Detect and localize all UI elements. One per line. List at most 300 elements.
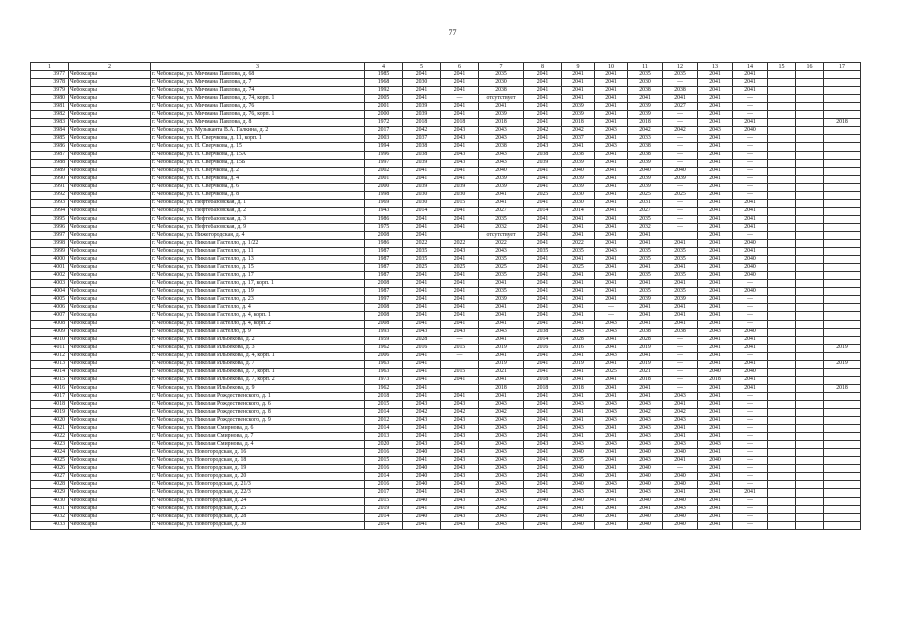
table-cell: 2040: [628, 481, 663, 489]
table-cell: 3978: [31, 79, 69, 87]
table-cell: 4020: [31, 417, 69, 425]
table-row: [31, 175, 861, 183]
table-cell: [824, 71, 861, 79]
table-cell: 2042: [441, 409, 479, 417]
table-cell: [824, 441, 861, 449]
table-cell: [768, 481, 796, 489]
table-cell: [441, 231, 479, 239]
table-cell: 2022: [479, 240, 524, 248]
table-cell: г. Чебоксары, ул. Нефтебазовская, д. 2: [151, 207, 365, 215]
column-header: 4: [365, 63, 403, 71]
table-cell: 2041: [698, 497, 733, 505]
table-cell: 2008: [365, 280, 403, 288]
table-cell: 2043: [441, 248, 479, 256]
table-cell: 2041: [479, 376, 524, 384]
table-cell: —: [663, 151, 698, 159]
table-cell: [796, 256, 824, 264]
table-cell: г. Чебоксары, ул. Нефтебазовская, д. 1: [151, 199, 365, 207]
table-cell: [768, 417, 796, 425]
table-cell: [824, 111, 861, 119]
table-cell: 2027: [628, 207, 663, 215]
table-cell: 2041: [524, 489, 562, 497]
table-cell: 3996: [31, 223, 69, 231]
table-cell: 2041: [698, 103, 733, 111]
table-cell: 2040: [562, 497, 595, 505]
table-cell: 2040: [403, 449, 441, 457]
table-cell: [768, 183, 796, 191]
table-cell: 2041: [562, 79, 595, 87]
table-cell: г. Чебоксары, ул. Музыканта В.А. Галкина, д. 2: [151, 127, 365, 135]
table-cell: 2040: [733, 240, 768, 248]
table-cell: [768, 497, 796, 505]
table-cell: 2041: [628, 280, 663, 288]
table-cell: [768, 256, 796, 264]
table-cell: [768, 95, 796, 103]
table-cell: 2041: [562, 505, 595, 513]
table-cell: 2041: [524, 425, 562, 433]
table-cell: 2025: [441, 264, 479, 272]
table-cell: [796, 280, 824, 288]
table-cell: 2043: [628, 441, 663, 449]
table-cell: 2030: [628, 79, 663, 87]
table-cell: 2041: [441, 71, 479, 79]
table-cell: [824, 304, 861, 312]
table-cell: 2041: [733, 207, 768, 215]
table-cell: 2039: [628, 103, 663, 111]
table-cell: 2043: [595, 143, 628, 151]
table-cell: [796, 71, 824, 79]
table-cell: 2040: [524, 497, 562, 505]
table-cell: 2041: [628, 304, 663, 312]
table-cell: 2041: [524, 352, 562, 360]
table-cell: [824, 521, 861, 529]
table-cell: 2043: [479, 473, 524, 481]
table-cell: 2041: [562, 368, 595, 376]
table-cell: 2041: [733, 199, 768, 207]
table-cell: —: [733, 521, 768, 529]
table-cell: Чебоксары: [69, 127, 151, 135]
table-cell: г. Чебоксары, ул. Николая Ильбекова, д. 9: [151, 384, 365, 392]
table-cell: [768, 392, 796, 400]
column-header: 3: [151, 63, 365, 71]
table-cell: 2041: [595, 384, 628, 392]
table-cell: 2041: [595, 449, 628, 457]
table-cell: [796, 400, 824, 408]
table-cell: [796, 409, 824, 417]
table-cell: 2041: [441, 175, 479, 183]
table-cell: [824, 376, 861, 384]
table-cell: 2041: [628, 505, 663, 513]
table-cell: 2041: [698, 280, 733, 288]
table-cell: 2041: [441, 296, 479, 304]
table-cell: 2025: [595, 368, 628, 376]
table-cell: 2039: [441, 183, 479, 191]
table-cell: отсутствует: [479, 95, 524, 103]
table-cell: 2041: [595, 215, 628, 223]
table-cell: 2043: [479, 400, 524, 408]
table-cell: 2041: [628, 320, 663, 328]
table-cell: 2041: [524, 368, 562, 376]
table-cell: [824, 167, 861, 175]
table-cell: г. Чебоксары, ул. Мичмана Павлова, д. 74, корп. 1: [151, 95, 365, 103]
table-cell: 4021: [31, 425, 69, 433]
column-header: 9: [562, 63, 595, 71]
table-cell: 2041: [403, 272, 441, 280]
table-cell: г. Чебоксары, ул. Николая Гастелло, д. 23: [151, 296, 365, 304]
table-cell: Чебоксары: [69, 71, 151, 79]
table-cell: 2041: [733, 336, 768, 344]
table-cell: [796, 264, 824, 272]
table-cell: 2025: [562, 264, 595, 272]
table-cell: 2040: [628, 465, 663, 473]
table-cell: 2043: [479, 425, 524, 433]
table-cell: 2041: [524, 465, 562, 473]
table-cell: 2008: [365, 304, 403, 312]
table-cell: 2025: [403, 264, 441, 272]
table-cell: [824, 425, 861, 433]
table-cell: 2039: [562, 175, 595, 183]
table-cell: 2043: [479, 417, 524, 425]
table-cell: [824, 433, 861, 441]
table-cell: —: [733, 231, 768, 239]
table-cell: [768, 312, 796, 320]
table-cell: г. Чебоксары, ул. Николая Ильбекова, д. 7, корп. 2: [151, 376, 365, 384]
table-cell: 4000: [31, 256, 69, 264]
table-cell: Чебоксары: [69, 151, 151, 159]
table-cell: 2043: [403, 441, 441, 449]
table-cell: 2041: [595, 513, 628, 521]
table-cell: 2015: [441, 368, 479, 376]
table-cell: 2041: [479, 352, 524, 360]
table-cell: 1992: [365, 87, 403, 95]
table-cell: [768, 441, 796, 449]
table-cell: 2041: [595, 497, 628, 505]
table-cell: г. Чебоксары, ул. Николая Смирнова, д. 7: [151, 433, 365, 441]
table-cell: 2035: [663, 248, 698, 256]
table-cell: 2041: [562, 95, 595, 103]
table-cell: 1943: [365, 207, 403, 215]
table-cell: 2041: [441, 280, 479, 288]
table-cell: 2041: [698, 135, 733, 143]
table-cell: 1959: [365, 336, 403, 344]
table-cell: 2043: [403, 328, 441, 336]
table-cell: 2041: [595, 151, 628, 159]
table-cell: 2041: [698, 248, 733, 256]
table-cell: Чебоксары: [69, 256, 151, 264]
table-cell: 2041: [698, 87, 733, 95]
table-cell: Чебоксары: [69, 135, 151, 143]
table-cell: 2041: [663, 433, 698, 441]
table-cell: 2030: [403, 191, 441, 199]
table-cell: г. Чебоксары, ул. Новогородская, д. 25: [151, 505, 365, 513]
table-cell: 2041: [562, 223, 595, 231]
table-cell: 2035: [663, 288, 698, 296]
table-cell: Чебоксары: [69, 95, 151, 103]
table-cell: Чебоксары: [69, 481, 151, 489]
table-cell: —: [733, 183, 768, 191]
table-row: [31, 368, 861, 376]
table-cell: 2038: [562, 151, 595, 159]
table-cell: 2018: [628, 119, 663, 127]
table-cell: 2040: [562, 513, 595, 521]
table-cell: 2041: [698, 489, 733, 497]
table-cell: 2012: [365, 417, 403, 425]
table-cell: [796, 473, 824, 481]
table-cell: [796, 312, 824, 320]
table-cell: 2039: [628, 159, 663, 167]
table-cell: [796, 103, 824, 111]
table-cell: [663, 231, 698, 239]
table-cell: Чебоксары: [69, 505, 151, 513]
table-cell: 2041: [479, 392, 524, 400]
table-cell: г. Чебоксары, ул. Новогородская, д. 20: [151, 473, 365, 481]
column-header: 11: [628, 63, 663, 71]
table-cell: [824, 248, 861, 256]
table-cell: 2041: [403, 521, 441, 529]
table-cell: 2043: [524, 143, 562, 151]
table-cell: [824, 95, 861, 103]
table-cell: 1996: [365, 151, 403, 159]
table-row: [31, 223, 861, 231]
table-cell: 2040: [628, 167, 663, 175]
table-cell: [824, 328, 861, 336]
table-cell: 2041: [663, 457, 698, 465]
table-cell: 2041: [403, 384, 441, 392]
table-cell: —: [663, 207, 698, 215]
table-cell: —: [733, 95, 768, 103]
table-row: [31, 328, 861, 336]
table-cell: [824, 199, 861, 207]
table-cell: 2041: [628, 240, 663, 248]
table-cell: [824, 231, 861, 239]
table-cell: Чебоксары: [69, 425, 151, 433]
table-cell: г. Чебоксары, ул. Н. Сверчкова, д. 8: [151, 191, 365, 199]
table-cell: 4016: [31, 384, 69, 392]
table-cell: г. Чебоксары, ул. Николая Гастелло, д. 11: [151, 248, 365, 256]
table-cell: 2008: [365, 231, 403, 239]
table-cell: [768, 513, 796, 521]
table-cell: 2043: [562, 489, 595, 497]
table-cell: [824, 449, 861, 457]
table-row: [31, 167, 861, 175]
table-cell: —: [733, 167, 768, 175]
table-cell: 2030: [441, 191, 479, 199]
table-cell: —: [663, 199, 698, 207]
table-cell: 2043: [441, 481, 479, 489]
table-cell: 2041: [698, 151, 733, 159]
table-cell: [796, 344, 824, 352]
table-cell: 2041: [698, 384, 733, 392]
table-cell: 2041: [403, 320, 441, 328]
table-cell: г. Чебоксары, ул. Новогородская, д. 28: [151, 513, 365, 521]
table-cell: г. Чебоксары, ул. Николая Гастелло, д. 9: [151, 328, 365, 336]
table-cell: Чебоксары: [69, 175, 151, 183]
table-cell: 2041: [628, 264, 663, 272]
table-cell: 2041: [441, 215, 479, 223]
table-cell: 2015: [365, 497, 403, 505]
table-cell: 3999: [31, 248, 69, 256]
table-cell: [796, 87, 824, 95]
table-cell: 2041: [479, 336, 524, 344]
table-cell: [796, 320, 824, 328]
table-row: [31, 207, 861, 215]
table-cell: 2041: [403, 433, 441, 441]
table-cell: 1985: [365, 71, 403, 79]
table-cell: 2043: [479, 513, 524, 521]
table-cell: 2041: [698, 95, 733, 103]
table-cell: [768, 159, 796, 167]
table-cell: 2001: [365, 175, 403, 183]
table-cell: 2035: [663, 71, 698, 79]
table-cell: 2041: [595, 240, 628, 248]
table-cell: 2040: [628, 497, 663, 505]
table-cell: [824, 223, 861, 231]
table-cell: 2043: [479, 433, 524, 441]
table-cell: 2019: [479, 344, 524, 352]
table-cell: 2035: [524, 248, 562, 256]
table-cell: —: [663, 159, 698, 167]
table-cell: г. Чебоксары, ул. Николая Гастелло, д. 19: [151, 288, 365, 296]
table-cell: 2041: [733, 87, 768, 95]
table-cell: [796, 352, 824, 360]
table-cell: 2041: [524, 409, 562, 417]
table-cell: г. Чебоксары, ул. Николая Гастелло, д. 1/22: [151, 240, 365, 248]
table-cell: 1963: [365, 368, 403, 376]
table-cell: 2041: [524, 264, 562, 272]
table-cell: [768, 505, 796, 513]
table-cell: —: [733, 103, 768, 111]
table-cell: 2039: [524, 159, 562, 167]
table-cell: 2043: [441, 441, 479, 449]
table-cell: 2041: [628, 95, 663, 103]
table-cell: 2041: [403, 505, 441, 513]
table-cell: 2041: [403, 312, 441, 320]
table-cell: 1975: [365, 223, 403, 231]
table-cell: 2040: [663, 449, 698, 457]
table-cell: 2039: [403, 111, 441, 119]
table-cell: 2041: [698, 272, 733, 280]
table-cell: 2041: [698, 481, 733, 489]
table-cell: 4003: [31, 280, 69, 288]
table-cell: [768, 376, 796, 384]
table-cell: [796, 481, 824, 489]
table-cell: —: [663, 376, 698, 384]
table-cell: 3989: [31, 167, 69, 175]
table-cell: 2041: [595, 521, 628, 529]
table-cell: 2041: [441, 272, 479, 280]
table-cell: [768, 473, 796, 481]
table-cell: 3988: [31, 159, 69, 167]
table-cell: 2043: [479, 151, 524, 159]
table-cell: [824, 151, 861, 159]
table-cell: 2039: [562, 159, 595, 167]
table-cell: 2035: [403, 248, 441, 256]
table-cell: 2041: [698, 344, 733, 352]
table-cell: —: [663, 119, 698, 127]
table-cell: —: [733, 449, 768, 457]
table-cell: 2041: [733, 376, 768, 384]
table-cell: [796, 360, 824, 368]
table-cell: 2043: [441, 433, 479, 441]
table-cell: 2014: [365, 409, 403, 417]
table-cell: 2041: [698, 223, 733, 231]
table-cell: 2041: [524, 71, 562, 79]
table-cell: 2041: [595, 425, 628, 433]
table-cell: 2038: [403, 151, 441, 159]
table-cell: 2041: [733, 79, 768, 87]
table-cell: г. Чебоксары, ул. Новогородская, д. 24: [151, 497, 365, 505]
table-cell: Чебоксары: [69, 513, 151, 521]
table-cell: 4011: [31, 344, 69, 352]
table-cell: —: [663, 344, 698, 352]
table-cell: [796, 159, 824, 167]
table-cell: г. Чебоксары, ул. Николая Смирнова, д. 4: [151, 441, 365, 449]
table-cell: Чебоксары: [69, 119, 151, 127]
table-cell: 4024: [31, 449, 69, 457]
table-cell: 2041: [403, 392, 441, 400]
table-cell: 2030: [403, 79, 441, 87]
table-cell: 2016: [524, 344, 562, 352]
table-cell: Чебоксары: [69, 392, 151, 400]
table-cell: 2041: [698, 417, 733, 425]
table-cell: 4033: [31, 521, 69, 529]
table-row: [31, 384, 861, 392]
table-cell: [796, 207, 824, 215]
table-cell: 2033: [628, 135, 663, 143]
table-cell: [768, 384, 796, 392]
table-cell: 1998: [365, 191, 403, 199]
table-cell: 2041: [595, 191, 628, 199]
table-cell: 4005: [31, 296, 69, 304]
table-cell: 2039: [403, 103, 441, 111]
column-header: 2: [69, 63, 151, 71]
table-cell: г. Чебоксары, ул. Николая Рождественского, д. 1: [151, 392, 365, 400]
table-cell: [768, 248, 796, 256]
table-cell: 2016: [365, 481, 403, 489]
table-cell: —: [595, 312, 628, 320]
table-cell: 2041: [595, 433, 628, 441]
table-row: [31, 264, 861, 272]
table-cell: 2041: [524, 320, 562, 328]
table-cell: 2041: [441, 288, 479, 296]
table-cell: 2043: [663, 441, 698, 449]
table-cell: [768, 425, 796, 433]
table-row: [31, 352, 861, 360]
table-cell: 2041: [562, 433, 595, 441]
table-cell: 2041: [698, 336, 733, 344]
table-cell: 3987: [31, 151, 69, 159]
table-cell: 4001: [31, 264, 69, 272]
table-cell: 3991: [31, 183, 69, 191]
table-cell: 2041: [524, 175, 562, 183]
table-cell: 1993: [365, 328, 403, 336]
table-cell: 2041: [562, 231, 595, 239]
table-cell: 2041: [595, 489, 628, 497]
table-row: [31, 159, 861, 167]
table-cell: 2041: [595, 336, 628, 344]
table-cell: 2040: [663, 481, 698, 489]
table-cell: [796, 199, 824, 207]
table-cell: [796, 457, 824, 465]
table-cell: 2041: [595, 95, 628, 103]
table-cell: 2041: [698, 240, 733, 248]
table-cell: [824, 183, 861, 191]
table-cell: 2042: [663, 127, 698, 135]
table-cell: 2041: [524, 513, 562, 521]
table-cell: [768, 175, 796, 183]
table-cell: [824, 79, 861, 87]
table-cell: —: [733, 280, 768, 288]
